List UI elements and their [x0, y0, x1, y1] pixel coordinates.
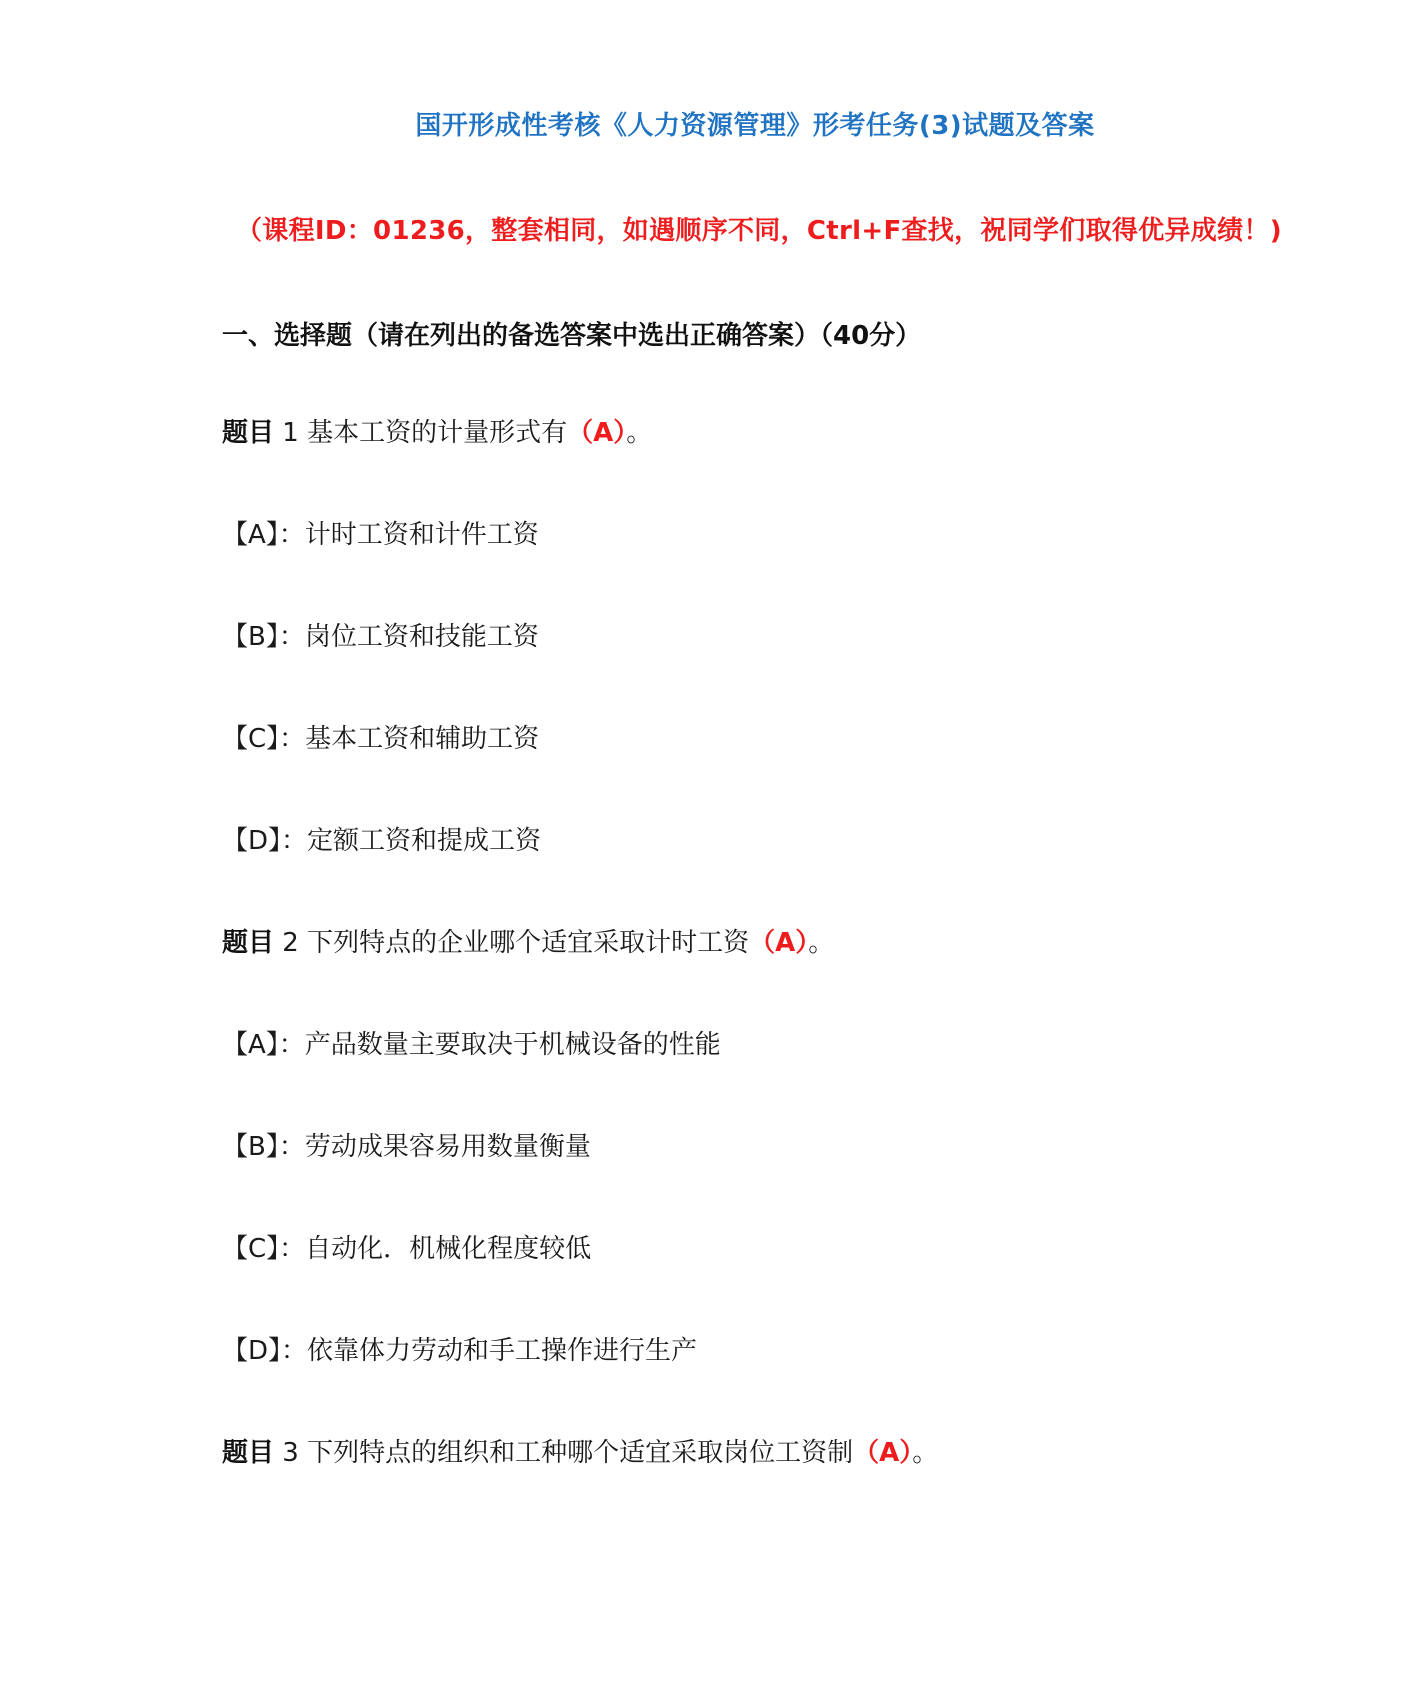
section-heading: 一、选择题（请在列出的备选答案中选出正确答案）（40分） — [222, 321, 922, 351]
question-answer: （A） — [567, 418, 627, 448]
question-end: 。 — [808, 928, 835, 958]
question-number: 3 — [282, 1438, 299, 1468]
question-3 — [222, 1440, 938, 1466]
question-answer: （A） — [749, 928, 809, 958]
question-stem: 基本工资的计量形式有 — [307, 418, 568, 448]
question-label: 题目 — [222, 928, 275, 958]
question-label: 题目 — [222, 1438, 275, 1468]
question-1-option-c: 【C】：基本工资和辅助工资 — [222, 724, 540, 754]
question-2-option-c: 【C】：自动化．机械化程度较低 — [222, 1234, 592, 1264]
question-1 — [222, 420, 652, 446]
question-number: 1 — [282, 418, 299, 448]
question-2-option-b: 【B】：劳动成果容易用数量衡量 — [222, 1132, 591, 1162]
question-1-option-d: 【D】：定额工资和提成工资 — [222, 826, 542, 856]
document-title: 国开形成性考核《人力资源管理》形考任务(3)试题及答案 — [415, 111, 1095, 141]
question-stem: 下列特点的企业哪个适宜采取计时工资 — [307, 928, 750, 958]
question-end: 。 — [626, 418, 653, 448]
question-2-option-d: 【D】：依靠体力劳动和手工操作进行生产 — [222, 1336, 698, 1366]
question-2 — [222, 930, 834, 956]
question-number: 2 — [282, 928, 299, 958]
question-stem: 下列特点的组织和工种哪个适宜采取岗位工资制 — [307, 1438, 854, 1468]
question-2-option-a: 【A】：产品数量主要取决于机械设备的性能 — [222, 1030, 721, 1060]
question-1-option-a: 【A】：计时工资和计件工资 — [222, 520, 539, 550]
question-1-option-b: 【B】：岗位工资和技能工资 — [222, 622, 539, 652]
course-note: （课程ID：01236，整套相同，如遇顺序不同，Ctrl+F查找，祝同学们取得优异成绩！) — [236, 216, 1282, 246]
question-label: 题目 — [222, 418, 275, 448]
question-answer: （A） — [853, 1438, 913, 1468]
question-end: 。 — [912, 1438, 939, 1468]
